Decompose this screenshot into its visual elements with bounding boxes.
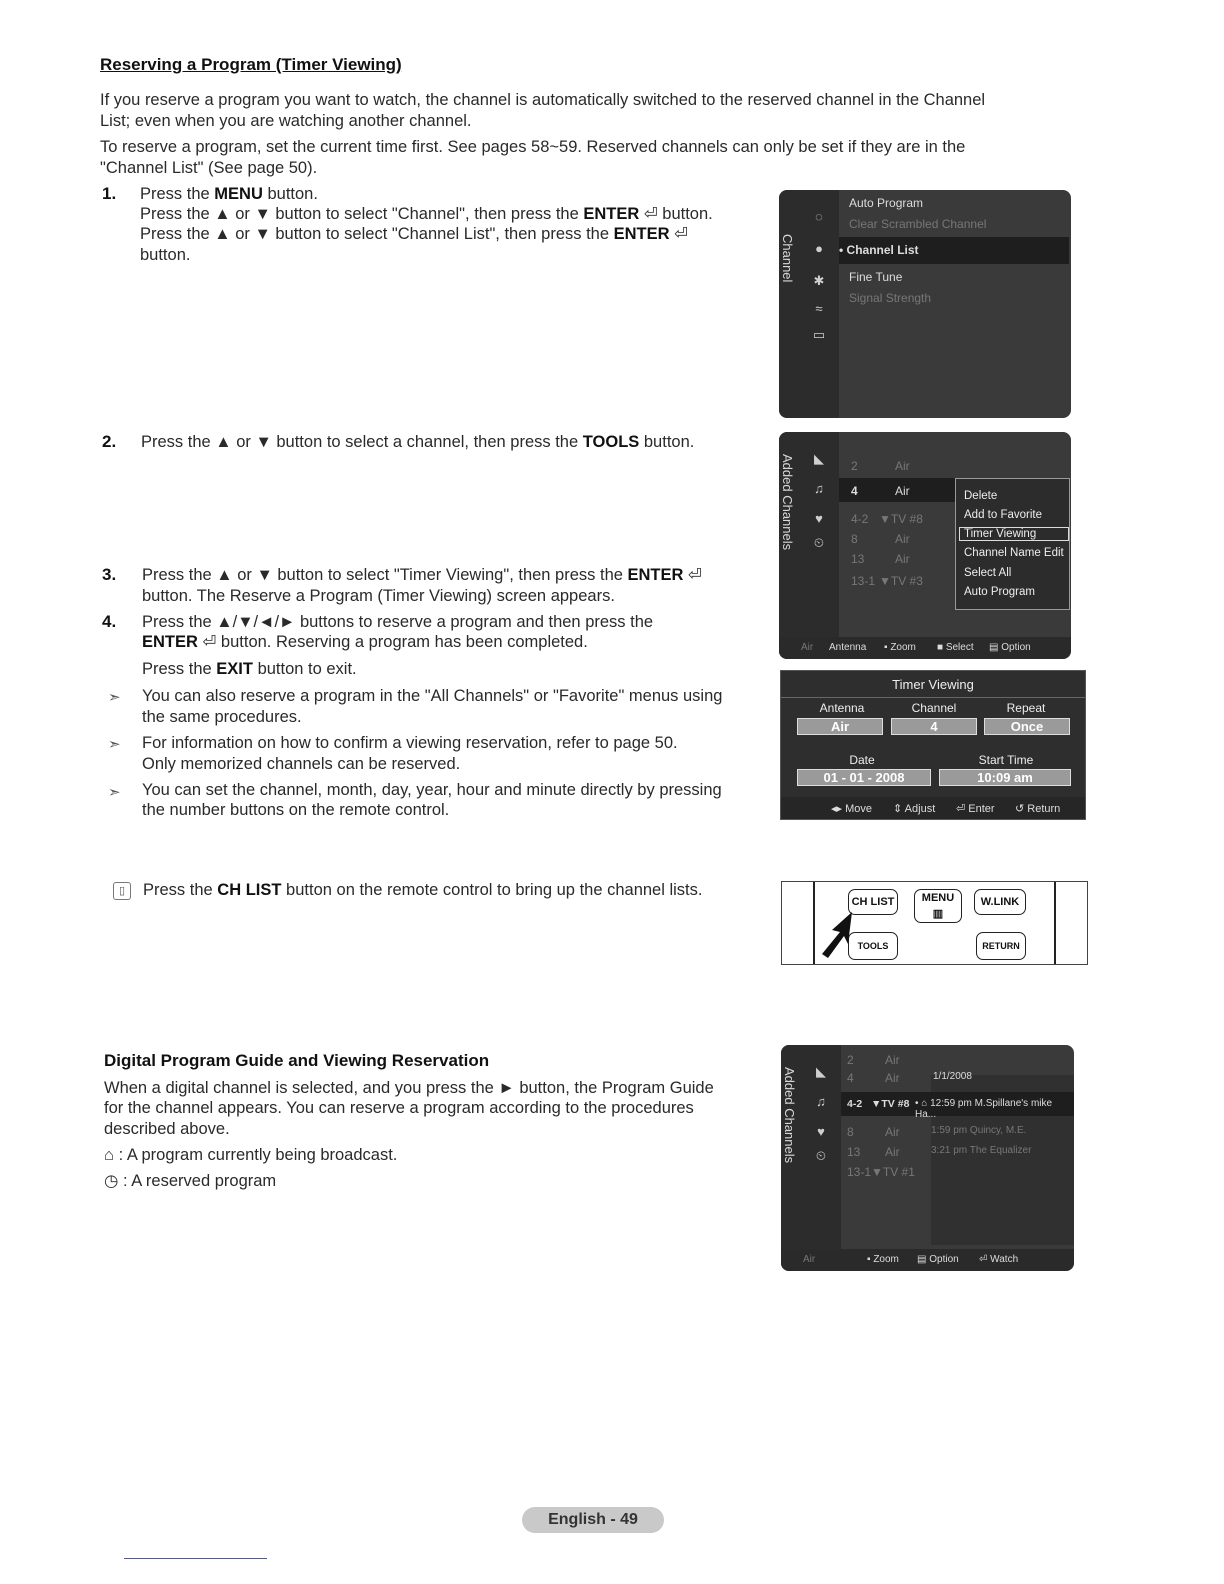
section-title: Reserving a Program (Timer Viewing) xyxy=(100,55,402,74)
return-button[interactable]: RETURN xyxy=(976,932,1026,960)
channel-icon: ● xyxy=(815,241,823,256)
channel-number[interactable]: 4 xyxy=(851,484,858,498)
field-channel[interactable]: 4 xyxy=(891,718,977,735)
antenna-icon: ◣ xyxy=(816,1064,826,1079)
channel-type: Air xyxy=(885,1125,900,1139)
footer-option[interactable]: ▤ Option xyxy=(917,1254,959,1265)
channel-menu-screen xyxy=(779,190,1071,418)
section2-text: for the channel appears. You can reserve a program according to the procedures xyxy=(104,1099,694,1117)
step-text: Press the MENU button. xyxy=(140,185,318,203)
channel-number: 13-1 xyxy=(847,1165,872,1179)
footer-watch[interactable]: ⏎ Watch xyxy=(979,1254,1019,1265)
channel-type: Air xyxy=(895,532,910,546)
footer-return[interactable]: ↺ Return xyxy=(1015,803,1061,815)
enter-icon: ⏎ xyxy=(643,205,658,223)
footer-air: Air xyxy=(803,1254,816,1265)
current-program[interactable]: • ⌂ 12:59 pm M.Spillane's mike Ha... xyxy=(915,1098,1053,1120)
antenna-icon: ◣ xyxy=(814,451,824,466)
menu-icon: ▥ xyxy=(932,908,944,920)
field-date[interactable]: 01 - 01 - 2008 xyxy=(797,769,931,786)
pointer-arrow-icon xyxy=(818,910,858,962)
menu-item-auto-program[interactable]: Auto Program xyxy=(849,196,924,210)
reserved-clock-icon: ◷ xyxy=(104,1172,119,1190)
step-text: ENTER ⏎ button. Reserving a program has been completed. xyxy=(142,633,588,651)
intro-line: To reserve a program, set the current time first. See pages 58~59. Reserved channels can only be set if they are in the xyxy=(100,138,966,156)
popup-add-favorite[interactable]: Add to Favorite xyxy=(964,509,1042,521)
timer-icon: ⏲ xyxy=(815,1148,827,1163)
wlink-button[interactable]: W.LINK xyxy=(974,889,1026,915)
note-text: For information on how to confirm a viewing reservation, refer to page 50. xyxy=(142,734,678,752)
favorite-icon: ♥ xyxy=(815,511,823,526)
menu-button[interactable]: MENU ▥ xyxy=(914,889,962,923)
enter-icon: ⏎ xyxy=(688,566,702,584)
channel-type: Air xyxy=(895,552,910,566)
step-number: 3. xyxy=(102,565,117,584)
channel-type: Air xyxy=(895,484,910,498)
menu-item-fine-tune[interactable]: Fine Tune xyxy=(849,270,903,284)
step-text: Press the ▲ or ▼ button to select a channel, then press the TOOLS button. xyxy=(141,433,695,451)
tools-popup xyxy=(955,478,1070,610)
step-text: button. The Reserve a Program (Timer Viewing) screen appears. xyxy=(142,587,615,605)
footer-option[interactable]: ▤ Option xyxy=(989,642,1031,653)
guide-side-label: Added Channels xyxy=(782,1067,797,1164)
legend-reserved: ◷ : A reserved program xyxy=(104,1172,277,1190)
label-antenna: Antenna xyxy=(819,701,865,715)
guide-date: 1/1/2008 xyxy=(933,1071,972,1082)
menu-item-signal-strength[interactable]: Signal Strength xyxy=(849,291,932,305)
remote-illustration xyxy=(781,881,1088,965)
channel-type: ▼TV #8 xyxy=(879,512,923,526)
timer-viewing-screen xyxy=(780,670,1086,820)
program-entry: 1:59 pm Quincy, M.E. xyxy=(931,1125,1027,1136)
step-number: 4. xyxy=(102,612,117,631)
popup-select-all[interactable]: Select All xyxy=(964,567,1012,579)
popup-channel-name-edit[interactable]: Channel Name Edit xyxy=(964,547,1064,559)
channel-number: 2 xyxy=(851,459,858,473)
note-text: the same procedures. xyxy=(142,708,302,726)
guide-footer xyxy=(781,1249,1074,1271)
footer-enter[interactable]: ⏎ Enter xyxy=(956,803,995,815)
channel-type: Air xyxy=(885,1145,900,1159)
channel-type: ▼TV #8 xyxy=(871,1098,910,1110)
field-start-time[interactable]: 10:09 am xyxy=(939,769,1071,786)
setup-icon: ✱ xyxy=(813,273,825,288)
menu-item-channel-list[interactable]: • Channel List xyxy=(839,243,919,257)
tools-button[interactable]: TOOLS xyxy=(848,932,898,960)
label-repeat: Repeat xyxy=(1006,701,1046,715)
channel-type: ▼TV #3 xyxy=(879,574,923,588)
legend-current: ⌂ : A program currently being broadcast. xyxy=(104,1146,398,1164)
ch-list-button[interactable]: CH LIST xyxy=(848,889,898,915)
section2-title: Digital Program Guide and Viewing Reservation xyxy=(104,1051,490,1070)
step-text: Press the ▲/▼/◄/► buttons to reserve a program and then press the xyxy=(142,613,654,631)
footer-move[interactable]: ◂▸ Move xyxy=(831,803,873,815)
timer-title: Timer Viewing xyxy=(892,677,974,692)
footer-zoom[interactable]: ▪ Zoom xyxy=(884,642,916,653)
enter-icon: ⏎ xyxy=(674,225,688,243)
intro-line: If you reserve a program you want to watch, the channel is automatically switched to the reserved channel in the Channel xyxy=(100,91,986,109)
note-text: You can set the channel, month, day, year, hour and minute directly by pressing xyxy=(142,781,722,799)
label-start-time: Start Time xyxy=(978,753,1034,767)
channel-number: 8 xyxy=(847,1125,854,1139)
picture-icon: ▭ xyxy=(812,327,826,342)
channel-number: 4 xyxy=(847,1071,854,1085)
channel-number: 4-2 xyxy=(851,512,869,526)
channel-number: 13 xyxy=(847,1145,861,1159)
enter-icon: ⏎ xyxy=(202,633,217,651)
channel-number: 13-1 xyxy=(851,574,876,588)
menu-side-label: Channel xyxy=(780,234,795,283)
popup-timer-viewing[interactable]: Timer Viewing xyxy=(959,527,1069,541)
footer-air: Air xyxy=(801,642,814,653)
note-text: Only memorized channels can be reserved. xyxy=(142,755,461,773)
section2-text: described above. xyxy=(104,1120,230,1138)
label-date: Date xyxy=(849,753,875,767)
channel-number: 13 xyxy=(851,552,865,566)
field-repeat[interactable]: Once xyxy=(984,718,1070,735)
step-text: button. xyxy=(140,246,191,264)
chlist-tip: Press the CH LIST button on the remote control to bring up the channel lists. xyxy=(143,881,703,899)
tools-icon: ♫ xyxy=(814,481,824,496)
timer-icon: ⏲ xyxy=(813,535,825,550)
menu-item-clear-scrambled[interactable]: Clear Scrambled Channel xyxy=(849,217,987,231)
footer-antenna[interactable]: Antenna xyxy=(829,642,867,653)
channels-footer xyxy=(779,637,1071,659)
page-number-badge: English - 49 xyxy=(522,1507,664,1533)
input-icon: ◌ xyxy=(815,209,823,224)
channel-number: 2 xyxy=(847,1053,854,1067)
sound-icon: ≈ xyxy=(815,301,823,316)
tools-icon: ♫ xyxy=(816,1094,826,1109)
step-number: 1. xyxy=(102,184,117,203)
menu-sidebar xyxy=(779,190,839,418)
intro-line: "Channel List" (See page 50). xyxy=(100,159,318,177)
section2-text: When a digital channel is selected, and you press the ► button, the Program Guide xyxy=(104,1079,714,1097)
note-arrow-icon: ➣ xyxy=(108,736,121,753)
intro-line: List; even when you are watching another channel. xyxy=(100,112,472,130)
broadcast-icon: ⌂ xyxy=(104,1146,114,1164)
footer-zoom[interactable]: ▪ Zoom xyxy=(867,1254,899,1265)
timer-footer xyxy=(781,797,1085,819)
channel-type: Air xyxy=(895,459,910,473)
channel-type: ▼TV #1 xyxy=(871,1165,915,1179)
step-text: Press the ▲ or ▼ button to select "Channel List", then press the ENTER ⏎ xyxy=(140,225,688,243)
step-text: Press the ▲ or ▼ button to select "Timer Viewing", then press the ENTER ⏎ xyxy=(142,566,702,584)
note-arrow-icon: ➣ xyxy=(108,689,121,706)
note-arrow-icon: ➣ xyxy=(108,784,121,801)
program-entry: 3:21 pm The Equalizer xyxy=(931,1145,1032,1156)
step-text: Press the EXIT button to exit. xyxy=(142,660,357,678)
label-channel: Channel xyxy=(911,701,957,715)
field-antenna[interactable]: Air xyxy=(797,718,883,735)
popup-delete[interactable]: Delete xyxy=(964,490,998,502)
channel-number[interactable]: 4-2 xyxy=(847,1098,863,1110)
popup-auto-program[interactable]: Auto Program xyxy=(964,586,1035,598)
remote-tip-icon: ▯ xyxy=(113,882,131,900)
channels-side-label: Added Channels xyxy=(780,454,795,551)
note-text: You can also reserve a program in the "All Channels" or "Favorite" menus using xyxy=(142,687,723,705)
step-text: Press the ▲ or ▼ button to select "Channel", then press the ENTER ⏎ button. xyxy=(140,205,713,223)
channel-type: Air xyxy=(885,1071,900,1085)
channel-type: Air xyxy=(885,1053,900,1067)
channel-number: 8 xyxy=(851,532,858,546)
favorite-icon: ♥ xyxy=(817,1124,825,1139)
footer-rule xyxy=(124,1558,267,1559)
program-guide-screen xyxy=(781,1045,1074,1271)
added-channels-screen xyxy=(779,432,1071,659)
footer-select[interactable]: ■ Select xyxy=(937,642,974,653)
footer-adjust[interactable]: ⇕ Adjust xyxy=(893,803,936,815)
note-text: the number buttons on the remote control. xyxy=(142,801,450,819)
step-number: 2. xyxy=(102,432,117,451)
